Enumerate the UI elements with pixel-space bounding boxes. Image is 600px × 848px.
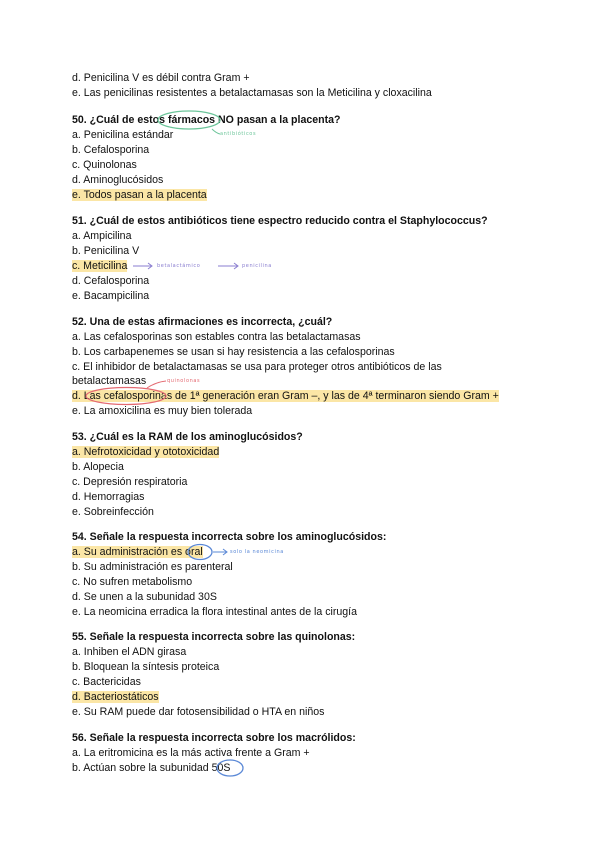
option-text: b. Los carbapenemes se usan si hay resistencia a las cefalosporinas bbox=[72, 346, 395, 358]
option-text: b. Bloquean la síntesis proteica bbox=[72, 661, 220, 673]
option-text: e. Su RAM puede dar fotosensibilidad o HTA en niños bbox=[72, 706, 325, 718]
green-arrow-mark bbox=[212, 129, 220, 134]
option-text: b. Su administración es parenteral bbox=[72, 561, 233, 573]
option-text: e. Sobreinfección bbox=[72, 506, 154, 518]
handwritten-note: penicilina bbox=[242, 263, 272, 269]
option-text: d. Cefalosporina bbox=[72, 275, 150, 287]
option-text: c. No sufren metabolismo bbox=[72, 576, 193, 588]
purple-arrow-mark bbox=[218, 263, 238, 269]
red-arrow-mark bbox=[147, 381, 166, 388]
option-text: b. Penicilina V bbox=[72, 245, 140, 257]
highlighted-answer: e. Todos pasan a la placenta bbox=[72, 189, 207, 201]
option-text: betalactamasas bbox=[72, 375, 147, 387]
option-text: c. El inhibidor de betalactamasas se usa para proteger otros antibióticos de las bbox=[72, 361, 442, 373]
option-text bbox=[72, 389, 499, 403]
option-text: a. Las cefalosporinas son estables contra las betalactamasas bbox=[72, 331, 361, 343]
question-title: 52. Una de estas afirmaciones es incorrecta, ¿cuál? bbox=[72, 316, 333, 328]
option-text: b. Cefalosporina bbox=[72, 144, 150, 156]
option-text: c. Bactericidas bbox=[72, 676, 141, 688]
question-title: 56. Señale la respuesta incorrecta sobre los macrólidos: bbox=[72, 732, 356, 744]
option-text: c. Depresión respiratoria bbox=[72, 476, 188, 488]
blue-arrow-mark bbox=[213, 549, 227, 555]
option-text: e. Las penicilinas resistentes a betalactamasas son la Meticilina y cloxacilina bbox=[72, 87, 432, 99]
option-text: a. La eritromicina es la más activa frente a Gram + bbox=[72, 747, 310, 759]
option-text: e. La neomicina erradica la flora intestinal antes de la cirugía bbox=[72, 606, 358, 618]
highlighted-answer: a. Su administración es oral bbox=[72, 546, 203, 558]
highlighted-answer: d. Bacteriostáticos bbox=[72, 691, 159, 703]
option-text: d. Se unen a la subunidad 30S bbox=[72, 591, 217, 603]
option-text bbox=[72, 259, 127, 273]
handwritten-note: quinolonas bbox=[167, 378, 201, 384]
option-text: e. Bacampicilina bbox=[72, 290, 150, 302]
option-text: d. Hemorragias bbox=[72, 491, 145, 503]
handwritten-note: antibióticos bbox=[220, 131, 257, 137]
option-text: e. La amoxicilina es muy bien tolerada bbox=[72, 405, 253, 417]
option-text: a. Inhiben el ADN girasa bbox=[72, 646, 187, 658]
question-title: 53. ¿Cuál es la RAM de los aminoglucósidos? bbox=[72, 431, 303, 443]
option-text: b. Alopecia bbox=[72, 461, 124, 473]
option-text: b. Actúan sobre la subunidad 50S bbox=[72, 762, 231, 774]
handwritten-note: betalactámico bbox=[157, 263, 201, 269]
question-title: 55. Señale la respuesta incorrecta sobre las quinolonas: bbox=[72, 631, 356, 643]
option-text: c. Quinolonas bbox=[72, 159, 137, 171]
option-text bbox=[72, 690, 159, 704]
handwritten-note: solo la neomicina bbox=[230, 549, 284, 555]
highlighted-answer: c. Meticilina bbox=[72, 260, 128, 272]
question-title: 51. ¿Cuál de estos antibióticos tiene espectro reducido contra el Staphylococcus? bbox=[72, 215, 488, 227]
option-text bbox=[72, 188, 207, 202]
option-text: a. Ampicilina bbox=[72, 230, 132, 242]
option-text: d. Aminoglucósidos bbox=[72, 174, 164, 186]
highlighted-answer: d. Las cefalosporinas de 1ª generación eran Gram –, y las de 4ª terminaron siendo Gram + bbox=[72, 390, 499, 402]
option-text bbox=[72, 545, 203, 559]
option-text bbox=[72, 445, 219, 459]
highlighted-answer: a. Nefrotoxicidad y ototoxicidad bbox=[72, 446, 220, 458]
option-text: d. Penicilina V es débil contra Gram + bbox=[72, 72, 250, 84]
purple-arrow-mark bbox=[133, 263, 152, 269]
option-text: a. Penicilina estándar bbox=[72, 129, 174, 141]
question-title: 50. ¿Cuál de estos fármacos NO pasan a la placenta? bbox=[72, 114, 341, 126]
question-title: 54. Señale la respuesta incorrecta sobre los aminoglucósidos: bbox=[72, 531, 387, 543]
